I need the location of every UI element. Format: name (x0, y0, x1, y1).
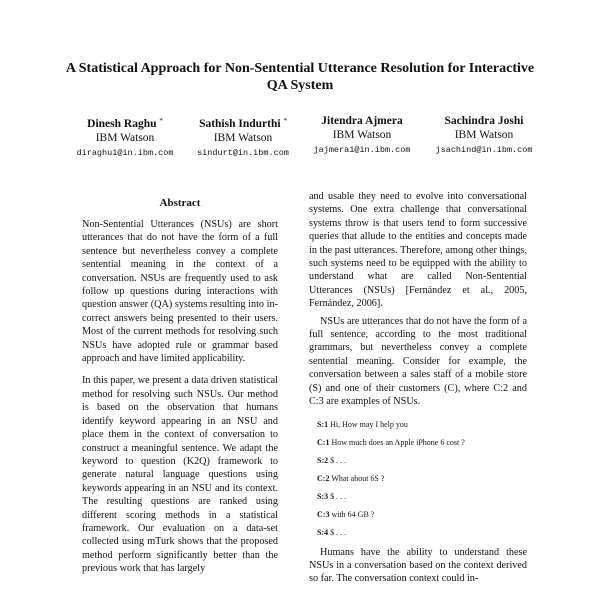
author-name: Sachindra Joshi (444, 115, 524, 127)
body-paragraph-1: and usable they need to evolve into conversational systems. One extra challenge that conversational systems throw is that users tend to form successive queries that allude to the entities and concepts made in the past utterances. Therefore, among other things, such systems need to be equipped with the ability to understand what are called Non-Sentential Utterances (NSUs) [Fernández et al., 2005, Fernández, 2006]. (309, 191, 527, 310)
author-name: Dinesh Raghu (87, 118, 157, 130)
dialogue-text: Hi, How may I help you (330, 419, 408, 429)
abstract-paragraph-1: Non-Sentential Utterances (NSUs) are short utterances that do not have the form of a full sentence but nevertheless convey a complete sentential meaning in the context of a conversation. NSUs are frequently used to ask follow up questions during interactions with question answer (QA) systems resulting into in-correct answers being presented to their users. Most of the current methods for resolving such NSUs have adopted rule or grammar based approach and have limited applicability. (82, 219, 278, 365)
dialogue-text: How much does an Apple iPhone 6 cost ? (331, 437, 465, 447)
dialogue-speaker: S:2 (317, 455, 329, 465)
author-email: sindurt@in.ibm.com (197, 148, 289, 158)
dialogue-line (317, 437, 527, 448)
author-email: jajmera1@in.ibm.com (313, 145, 411, 155)
right-column (309, 190, 527, 586)
dialogue-speaker: S:4 (317, 527, 329, 537)
dialogue-speaker: C:2 (317, 473, 330, 483)
dialogue-line (317, 455, 527, 466)
dialogue-text: $ . . . (330, 491, 347, 501)
author-mark: * (283, 117, 287, 125)
author-3 (297, 114, 427, 156)
author-name: Jitendra Ajmera (321, 115, 403, 127)
author-1 (60, 114, 190, 159)
author-affiliation: IBM Watson (332, 129, 392, 141)
author-affiliation: IBM Watson (454, 129, 514, 141)
example-dialogue (317, 419, 527, 538)
dialogue-line (317, 473, 527, 484)
dialogue-speaker: C:1 (317, 437, 330, 447)
dialogue-line (317, 419, 527, 430)
author-4 (419, 114, 549, 156)
author-email: jsachind@in.ibm.com (435, 145, 533, 155)
dialogue-line (317, 509, 527, 520)
dialogue-speaker: C:3 (317, 509, 330, 519)
author-affiliation: IBM Watson (95, 132, 155, 144)
abstract-paragraph-2: In this paper, we present a data driven statistical method for resolving such NSUs. Our method is based on the observation that humans identify keyword appearing in an NSU and place them in the context of conversation to construct a meaningful sentence. We adapt the keyword to question (K2Q) framework to generate natural language questions using keywords appearing in an NSU and its context. The resulting questions are ranked using different scoring methods in a statistical framework. Our evaluation on a data-set collected using mTurk shows that the proposed method perform significantly better than the previous work that has largely (82, 375, 278, 575)
author-2 (178, 114, 308, 159)
abstract-heading: Abstract (159, 197, 201, 209)
body-paragraph-2: NSUs are utterances that do not have the form of a full sentence, according to the most traditional grammars, but nevertheless convey a complete sentential meaning. Consider for example, the conversation between a sales staff of a mobile store (S) and one of their customers (C), where C:2 and C:3 are examples of NSUs. (309, 315, 527, 408)
dialogue-text: $ . . . (330, 455, 347, 465)
paper-title: A Statistical Approach for Non-Sentential Utterance Resolution for Interactive QA System (65, 61, 535, 93)
author-mark: * (159, 117, 163, 125)
dialogue-text: $ . . . (330, 527, 347, 537)
author-affiliation: IBM Watson (213, 132, 273, 144)
dialogue-speaker: S:1 (317, 419, 329, 429)
author-name: Sathish Indurthi (199, 118, 281, 130)
author-email: diraghu1@in.ibm.com (76, 148, 174, 158)
left-column (82, 196, 278, 576)
dialogue-line (317, 527, 527, 538)
body-paragraph-3: Humans have the ability to understand these NSUs in a conversation based on the context derived so far. The conversation context could in- (309, 546, 527, 585)
dialogue-text: with 64 GB ? (331, 509, 375, 519)
dialogue-line (317, 491, 527, 502)
dialogue-text: What about 6S ? (331, 473, 385, 483)
dialogue-speaker: S:3 (317, 491, 329, 501)
